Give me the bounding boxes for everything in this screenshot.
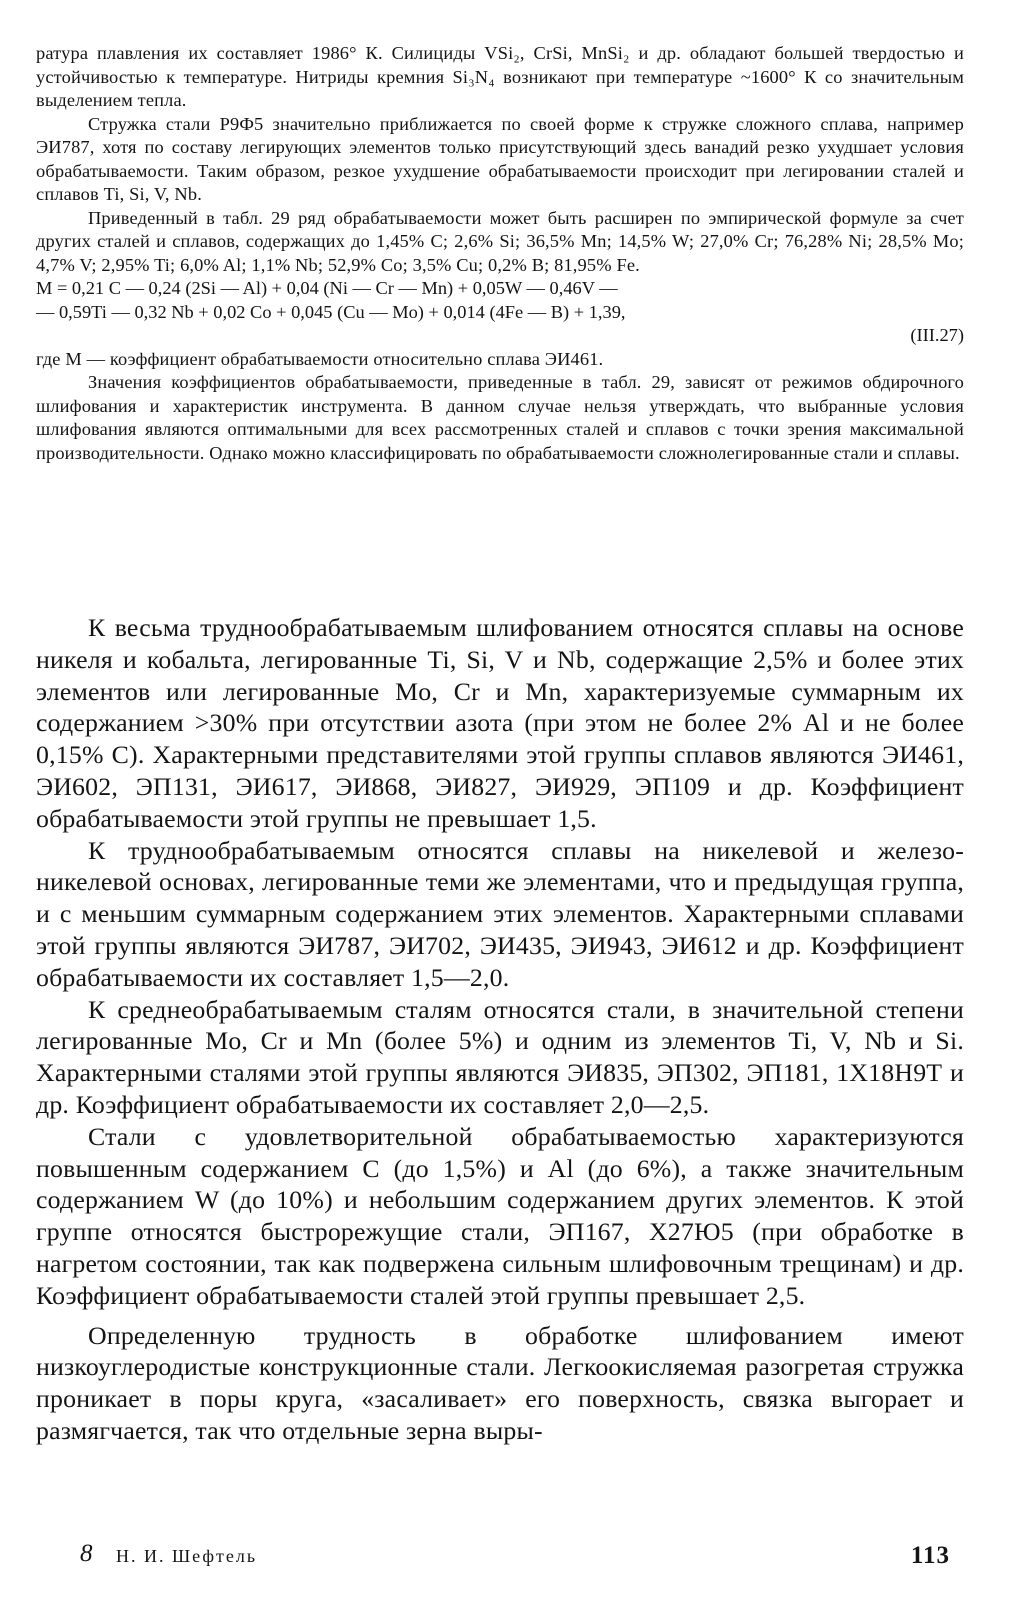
formula-number: (III.27) — [910, 325, 964, 345]
paragraph-continuation: ратура плавления их составляет 1986° К. Силициды VSi₂, CrSi, MnSi₂ и др. обладают большей твердостью и устойчивостью к температуре. Нитриды кремния Si₃N₄ возникают при температуре ~1600° К со значительным выделением тепла. — [36, 43, 964, 110]
signature-number: 8 — [80, 1540, 93, 1567]
formula-line-2: — 0,59Ti — 0,32 Nb + 0,02 Co + 0,045 (Cu — Mo) + 0,014 (4Fe — B) + 1,39, — [36, 301, 626, 322]
formula-block — [36, 277, 964, 348]
main-text-block — [36, 612, 964, 1447]
paragraph-low-carbon: Определенную трудность в обработке шлифованием имеют низкоуглеродистые конструкционные стали. Легкоокисляемая разогретая стружка проникает в поры круга, «засаливает» его поверхность, связка выгорает и размягчается, так что отдельные зерна выры- — [36, 1320, 964, 1445]
page-number: 113 — [910, 1542, 950, 1569]
formula-note: где M — коэффициент обрабатываемости относительно сплава ЭИ461. — [36, 348, 604, 369]
page-footer — [36, 1540, 964, 1576]
author-name: Н. И. Шефтель — [116, 1546, 258, 1566]
paragraph-medium: К среднеобрабатываемым сталям относятся стали, в значительной степени легированные Mo, Cr и Mn (более 5%) и одним из элементов Ti, V, Nb и Si. Характерными сталями этой группы являются ЭИ835, ЭП302, ЭП181, 1Х18Н9Т и др. Коэффициент обрабатываемости их составляет 2,0—2,5. — [36, 994, 964, 1119]
paragraph-satisfactory: Стали с удовлетворительной обрабатываемостью характеризуются повышенным содержанием C (до 1,5%) и Al (до 6%), а также значительным содержанием W (до 10%) и небольшим содержанием других элементов. К этой группе относятся быстрорежущие стали, ЭП167, Х27Ю5 (при обработке в нагретом состоянии, так как подвержена сильным шлифовочным трещинам) и др. Коэффициент обрабатываемости сталей этой группы превышает 2,5. — [36, 1121, 964, 1310]
formula-spacer — [36, 324, 964, 348]
paragraph-chip-shape: Стружка стали Р9Ф5 значительно приближается по своей форме к стружке сложного сплава, например ЭИ787, хотя по составу легирующих элементов только присутствующий здесь ванадий резко ухудшает условия обрабатываемости. Таким образом, резкое ухудшение обрабатываемости происходит при легировании сталей и сплавов Ti, Si, V, Nb. — [36, 113, 964, 204]
paragraph-very-hard: К весьма труднообрабатываемым шлифованием относятся сплавы на основе никеля и кобальта, легированные Ti, Si, V и Nb, содержащие 2,5% и более этих элементов или легированные Mo, Cr и Mn, характеризуемые суммарным их содержанием >30% при отсутствии азота (при этом не более 2% Al и не более 0,15% C). Характерными представителями этой группы сплавов являются ЭИ461, ЭИ602, ЭП131, ЭИ617, ЭИ868, ЭИ827, ЭИ929, ЭП109 и др. Коэффициент обрабатываемости этой группы не превышает 1,5. — [36, 613, 964, 833]
paragraph-coefficients: Значения коэффициентов обрабатываемости, приведенные в табл. 29, зависят от режимов обдирочного шлифования и характеристик инструмента. В данном случае нельзя утверждать, что выбранные условия шлифования являются оптимальными для всех рассмотренных сталей и сплавов с точки зрения максимальной производительности. Однако можно классифицировать по обрабатываемости сложнолегированные стали и сплавы. — [36, 372, 964, 463]
formula-line-1: M = 0,21 C — 0,24 (2Si — Al) + 0,04 (Ni — Cr — Mn) + 0,05W — 0,46V — — [36, 278, 618, 298]
paragraph-hard: К труднообрабатываемым относятся сплавы на никелевой и железо-никелевой основах, легированные теми же элементами, что и предыдущая группа, и с меньшим суммарным содержанием этих элементов. Характерными сплавами этой группы являются ЭИ787, ЭИ702, ЭИ435, ЭИ943, ЭИ612 и др. Коэффициент обрабатываемости их составляет 1,5—2,0. — [36, 835, 964, 992]
small-print-block — [36, 42, 964, 465]
paragraph-empirical-formula-intro: Приведенный в табл. 29 ряд обрабатываемости может быть расширен по эмпирической формуле за счет других сталей и сплавов, содержащих до 1,45% C; 2,6% Si; 36,5% Mn; 14,5% W; 27,0% Cr; 76,28% Ni; 28,5% Mo; 4,7% V; 2,95% Ti; 6,0% Al; 1,1% Nb; 52,9% Co; 3,5% Cu; 0,2% B; 81,95% Fe. — [36, 207, 964, 275]
